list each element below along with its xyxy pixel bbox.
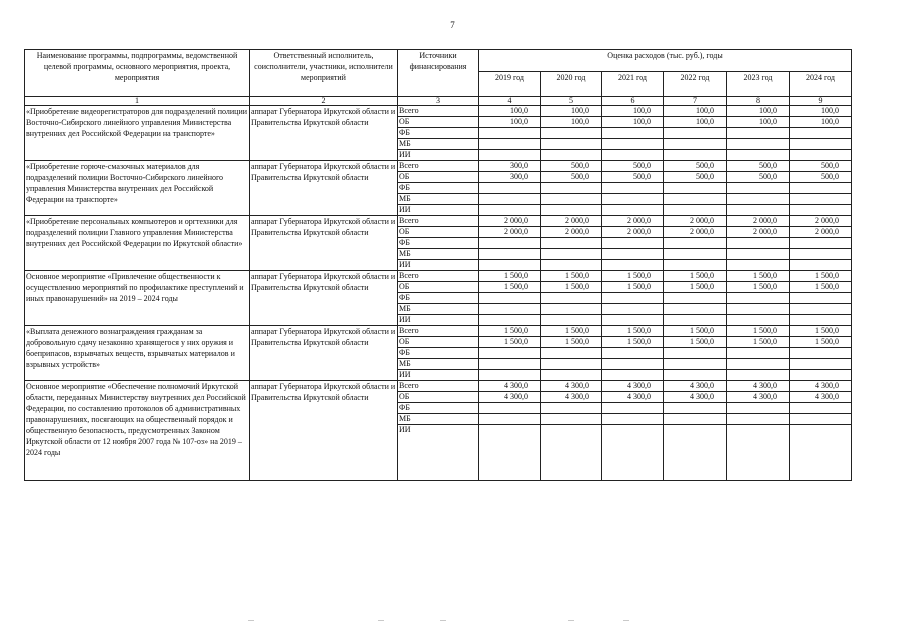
cost-value-cell	[664, 139, 727, 150]
cost-value-cell	[664, 403, 727, 414]
cost-value-cell	[790, 359, 852, 370]
cost-value-cell: 500,0	[790, 161, 852, 172]
cost-value-cell: 4 300,0	[541, 392, 602, 403]
funding-source-cell: ФБ	[398, 348, 479, 359]
cost-value-cell: 2 000,0	[541, 216, 602, 227]
cost-value-cell	[727, 370, 790, 381]
cost-value-cell: 2 000,0	[664, 227, 727, 238]
cost-value-cell	[664, 128, 727, 139]
cost-value-cell: 100,0	[790, 106, 852, 117]
cost-value-cell	[602, 304, 664, 315]
cost-value-cell: 500,0	[790, 172, 852, 183]
cost-value-cell: 2 000,0	[790, 216, 852, 227]
cost-value-cell: 1 500,0	[790, 282, 852, 293]
cost-value-cell	[479, 315, 541, 326]
cost-value-cell: 1 500,0	[541, 282, 602, 293]
program-name-cell: «Приобретение видеорегистраторов для подразделений полиции Восточно-Сибирского линейного управления Министерства внутренних дел Российской Федерации на транспорте»	[25, 106, 250, 161]
cost-value-cell	[664, 359, 727, 370]
cost-value-cell	[790, 139, 852, 150]
cost-value-cell	[602, 403, 664, 414]
cost-value-cell: 1 500,0	[541, 271, 602, 282]
cost-value-cell	[602, 139, 664, 150]
cost-value-cell	[790, 370, 852, 381]
funding-source-cell: ФБ	[398, 238, 479, 249]
cost-value-cell	[664, 304, 727, 315]
cost-value-cell	[479, 359, 541, 370]
cost-value-cell	[479, 238, 541, 249]
cost-value-cell	[479, 304, 541, 315]
scan-mark	[568, 620, 574, 621]
cost-value-cell: 300,0	[479, 161, 541, 172]
column-number: 6	[602, 97, 664, 106]
funding-source-cell: МБ	[398, 249, 479, 260]
scan-mark	[440, 620, 446, 621]
funding-source-cell: Всего	[398, 271, 479, 282]
cost-value-cell: 1 500,0	[602, 337, 664, 348]
cost-value-cell	[541, 150, 602, 161]
cost-value-cell	[790, 183, 852, 194]
executor-cell: аппарат Губернатора Иркутской области и Правительства Иркутской области	[250, 271, 398, 326]
cost-value-cell	[664, 150, 727, 161]
funding-source-cell: ФБ	[398, 183, 479, 194]
table-row	[25, 106, 852, 117]
funding-source-cell: МБ	[398, 304, 479, 315]
cost-value-cell: 100,0	[664, 117, 727, 128]
cost-value-cell: 4 300,0	[664, 392, 727, 403]
funding-source-cell: ИИ	[398, 425, 479, 481]
cost-value-cell	[664, 238, 727, 249]
cost-value-cell	[727, 293, 790, 304]
cost-value-cell	[727, 205, 790, 216]
program-name-cell: Основное мероприятие «Обеспечение полномочий Иркутской области, переданных Министерству внутренних дел Российской Федерации, по составлению протоколов об административных правонарушениях, посягающих на общественный порядок и общественную безопасность, предусмотренных Законом Иркутской области от 12 ноября 2007 года № 107-оз» на 2019 – 2024 годы	[25, 381, 250, 481]
cost-value-cell: 2 000,0	[664, 216, 727, 227]
executor-cell: аппарат Губернатора Иркутской области и Правительства Иркутской области	[250, 381, 398, 481]
cost-value-cell: 500,0	[541, 161, 602, 172]
cost-value-cell: 1 500,0	[602, 326, 664, 337]
funding-source-cell: ОБ	[398, 172, 479, 183]
cost-value-cell	[727, 359, 790, 370]
cost-value-cell: 1 500,0	[790, 337, 852, 348]
cost-value-cell	[790, 249, 852, 260]
cost-value-cell: 2 000,0	[602, 227, 664, 238]
cost-value-cell: 100,0	[727, 117, 790, 128]
cost-value-cell: 500,0	[664, 172, 727, 183]
header-executor: Ответственный исполнитель, соисполнители, участники, исполнители мероприятий	[250, 50, 398, 97]
cost-value-cell	[479, 249, 541, 260]
cost-value-cell: 100,0	[790, 117, 852, 128]
funding-source-cell: Всего	[398, 216, 479, 227]
header-year: 2020 год	[541, 72, 602, 97]
cost-value-cell	[790, 414, 852, 425]
cost-value-cell: 4 300,0	[727, 392, 790, 403]
cost-value-cell: 2 000,0	[727, 227, 790, 238]
cost-value-cell: 1 500,0	[727, 282, 790, 293]
cost-value-cell: 1 500,0	[479, 282, 541, 293]
cost-value-cell: 1 500,0	[664, 326, 727, 337]
cost-value-cell	[602, 194, 664, 205]
cost-value-cell: 4 300,0	[479, 392, 541, 403]
cost-value-cell	[541, 414, 602, 425]
funding-source-cell: Всего	[398, 326, 479, 337]
cost-value-cell	[664, 315, 727, 326]
cost-value-cell: 1 500,0	[727, 326, 790, 337]
budget-table	[24, 49, 852, 481]
cost-value-cell: 500,0	[727, 161, 790, 172]
table-header	[25, 50, 852, 106]
column-number: 2	[250, 97, 398, 106]
cost-value-cell: 4 300,0	[479, 381, 541, 392]
cost-value-cell	[479, 183, 541, 194]
cost-value-cell	[541, 304, 602, 315]
cost-value-cell	[727, 403, 790, 414]
cost-value-cell	[541, 359, 602, 370]
funding-source-cell: ФБ	[398, 403, 479, 414]
header-column-numbers-row	[25, 97, 852, 106]
funding-source-cell: ФБ	[398, 128, 479, 139]
header-year: 2019 год	[479, 72, 541, 97]
cost-value-cell	[602, 150, 664, 161]
table-body	[25, 106, 852, 481]
cost-value-cell: 1 500,0	[479, 271, 541, 282]
cost-value-cell	[664, 260, 727, 271]
scan-mark	[248, 620, 254, 621]
cost-value-cell	[479, 370, 541, 381]
cost-value-cell: 1 500,0	[664, 271, 727, 282]
cost-value-cell: 2 000,0	[602, 216, 664, 227]
page-number: 7	[450, 20, 455, 30]
funding-source-cell: ИИ	[398, 315, 479, 326]
funding-source-cell: МБ	[398, 194, 479, 205]
funding-source-cell: ОБ	[398, 117, 479, 128]
funding-source-cell: ФБ	[398, 293, 479, 304]
cost-value-cell: 4 300,0	[727, 381, 790, 392]
header-funding-source: Источники финансирования	[398, 50, 479, 97]
header-year: 2024 год	[790, 72, 852, 97]
cost-value-cell	[664, 249, 727, 260]
cost-value-cell	[541, 425, 602, 481]
header-cost-estimate: Оценка расходов (тыс. руб.), годы	[479, 50, 852, 72]
cost-value-cell: 500,0	[602, 172, 664, 183]
cost-value-cell: 300,0	[479, 172, 541, 183]
funding-source-cell: МБ	[398, 359, 479, 370]
cost-value-cell	[541, 370, 602, 381]
cost-value-cell	[541, 249, 602, 260]
funding-source-cell: ИИ	[398, 370, 479, 381]
cost-value-cell	[541, 403, 602, 414]
column-number: 5	[541, 97, 602, 106]
cost-value-cell: 1 500,0	[602, 271, 664, 282]
cost-value-cell	[790, 403, 852, 414]
cost-value-cell	[602, 260, 664, 271]
cost-value-cell: 2 000,0	[479, 227, 541, 238]
cost-value-cell	[664, 183, 727, 194]
cost-value-cell	[727, 238, 790, 249]
cost-value-cell	[727, 183, 790, 194]
cost-value-cell: 1 500,0	[479, 337, 541, 348]
cost-value-cell	[790, 150, 852, 161]
cost-value-cell	[727, 194, 790, 205]
cost-value-cell: 2 000,0	[541, 227, 602, 238]
cost-value-cell: 100,0	[727, 106, 790, 117]
cost-value-cell	[602, 238, 664, 249]
cost-value-cell	[602, 370, 664, 381]
cost-value-cell	[790, 128, 852, 139]
funding-source-cell: Всего	[398, 381, 479, 392]
cost-value-cell	[664, 205, 727, 216]
cost-value-cell	[541, 348, 602, 359]
funding-source-cell: ИИ	[398, 205, 479, 216]
cost-value-cell: 1 500,0	[541, 337, 602, 348]
executor-cell: аппарат Губернатора Иркутской области и Правительства Иркутской области	[250, 161, 398, 216]
executor-cell: аппарат Губернатора Иркутской области и Правительства Иркутской области	[250, 216, 398, 271]
cost-value-cell	[541, 183, 602, 194]
table-row	[25, 271, 852, 282]
cost-value-cell	[479, 260, 541, 271]
header-year: 2023 год	[727, 72, 790, 97]
cost-value-cell	[727, 304, 790, 315]
cost-value-cell: 4 300,0	[602, 392, 664, 403]
scan-mark	[378, 620, 384, 621]
cost-value-cell: 1 500,0	[664, 337, 727, 348]
cost-value-cell	[727, 414, 790, 425]
cost-value-cell	[541, 205, 602, 216]
executor-cell: аппарат Губернатора Иркутской области и Правительства Иркутской области	[250, 106, 398, 161]
cost-value-cell: 1 500,0	[790, 271, 852, 282]
funding-source-cell: ОБ	[398, 282, 479, 293]
funding-source-cell: Всего	[398, 161, 479, 172]
executor-cell: аппарат Губернатора Иркутской области и Правительства Иркутской области	[250, 326, 398, 381]
cost-value-cell	[541, 128, 602, 139]
cost-value-cell: 100,0	[479, 117, 541, 128]
funding-source-cell: Всего	[398, 106, 479, 117]
cost-value-cell	[602, 348, 664, 359]
cost-value-cell	[727, 139, 790, 150]
cost-value-cell: 500,0	[541, 172, 602, 183]
cost-value-cell: 100,0	[664, 106, 727, 117]
cost-value-cell	[479, 414, 541, 425]
scan-mark	[623, 620, 629, 621]
cost-value-cell: 1 500,0	[790, 326, 852, 337]
cost-value-cell	[790, 315, 852, 326]
cost-value-cell: 4 300,0	[790, 392, 852, 403]
cost-value-cell	[602, 425, 664, 481]
cost-value-cell: 100,0	[479, 106, 541, 117]
cost-value-cell	[790, 304, 852, 315]
cost-value-cell: 500,0	[664, 161, 727, 172]
cost-value-cell	[727, 260, 790, 271]
header-year: 2022 год	[664, 72, 727, 97]
table-row	[25, 216, 852, 227]
cost-value-cell	[479, 205, 541, 216]
cost-value-cell	[664, 425, 727, 481]
cost-value-cell: 500,0	[602, 161, 664, 172]
cost-value-cell: 2 000,0	[790, 227, 852, 238]
cost-value-cell	[790, 238, 852, 249]
cost-value-cell: 4 300,0	[664, 381, 727, 392]
funding-source-cell: ОБ	[398, 227, 479, 238]
cost-value-cell	[727, 348, 790, 359]
cost-value-cell	[727, 315, 790, 326]
cost-value-cell	[602, 205, 664, 216]
cost-value-cell: 100,0	[541, 117, 602, 128]
cost-value-cell	[790, 260, 852, 271]
cost-value-cell	[790, 194, 852, 205]
cost-value-cell	[727, 249, 790, 260]
funding-source-cell: ИИ	[398, 260, 479, 271]
cost-value-cell	[664, 194, 727, 205]
cost-value-cell	[790, 348, 852, 359]
cost-value-cell	[541, 238, 602, 249]
cost-value-cell	[479, 128, 541, 139]
table-row	[25, 326, 852, 337]
cost-value-cell	[664, 348, 727, 359]
cost-value-cell	[664, 414, 727, 425]
cost-value-cell	[479, 139, 541, 150]
cost-value-cell: 4 300,0	[541, 381, 602, 392]
cost-value-cell	[790, 425, 852, 481]
cost-value-cell	[479, 293, 541, 304]
cost-value-cell: 100,0	[602, 117, 664, 128]
cost-value-cell: 500,0	[727, 172, 790, 183]
cost-value-cell	[602, 183, 664, 194]
cost-value-cell	[479, 194, 541, 205]
column-number: 8	[727, 97, 790, 106]
cost-value-cell	[790, 293, 852, 304]
funding-source-cell: МБ	[398, 139, 479, 150]
cost-value-cell	[727, 425, 790, 481]
cost-value-cell	[602, 249, 664, 260]
cost-value-cell	[664, 370, 727, 381]
cost-value-cell	[479, 403, 541, 414]
funding-source-cell: ИИ	[398, 150, 479, 161]
cost-value-cell	[541, 139, 602, 150]
cost-value-cell	[541, 260, 602, 271]
cost-value-cell: 4 300,0	[790, 381, 852, 392]
cost-value-cell	[541, 293, 602, 304]
cost-value-cell	[479, 348, 541, 359]
program-name-cell: «Приобретение горюче-смазочных материалов для подразделений полиции Восточно-Сибирского линейного управления Министерства внутренних дел Российской Федерации на транспорте»	[25, 161, 250, 216]
cost-value-cell	[602, 315, 664, 326]
program-name-cell: «Выплата денежного вознаграждения гражданам за добровольную сдачу незаконно хранящегося у них оружия и боеприпасов, взрывчатых веществ, взрывчатых материалов и взрывных устройств»	[25, 326, 250, 381]
cost-value-cell: 2 000,0	[727, 216, 790, 227]
cost-value-cell: 2 000,0	[479, 216, 541, 227]
column-number: 3	[398, 97, 479, 106]
cost-value-cell	[541, 315, 602, 326]
program-name-cell: «Приобретение персональных компьютеров и оргтехники для подразделений полиции Главного управления Министерства внутренних дел Российской Федерации по Иркутской области»	[25, 216, 250, 271]
cost-value-cell	[602, 128, 664, 139]
cost-value-cell	[479, 150, 541, 161]
column-number: 7	[664, 97, 727, 106]
header-year: 2021 год	[602, 72, 664, 97]
column-number: 9	[790, 97, 852, 106]
cost-value-cell	[727, 150, 790, 161]
funding-source-cell: МБ	[398, 414, 479, 425]
cost-value-cell: 4 300,0	[602, 381, 664, 392]
funding-source-cell: ОБ	[398, 392, 479, 403]
cost-value-cell: 1 500,0	[479, 326, 541, 337]
header-program-name: Наименование программы, подпрограммы, ведомственной целевой программы, основного мероприятия, проекта, мероприятия	[25, 50, 250, 97]
cost-value-cell: 100,0	[602, 106, 664, 117]
column-number: 4	[479, 97, 541, 106]
cost-value-cell	[727, 128, 790, 139]
cost-value-cell: 1 500,0	[664, 282, 727, 293]
cost-value-cell: 1 500,0	[602, 282, 664, 293]
column-number: 1	[25, 97, 250, 106]
cost-value-cell	[602, 293, 664, 304]
cost-value-cell: 1 500,0	[727, 337, 790, 348]
cost-value-cell	[479, 425, 541, 481]
cost-value-cell	[790, 205, 852, 216]
cost-value-cell: 1 500,0	[727, 271, 790, 282]
cost-value-cell: 1 500,0	[541, 326, 602, 337]
cost-value-cell: 100,0	[541, 106, 602, 117]
program-name-cell: Основное мероприятие «Привлечение общественности к осуществлению мероприятий по профилактике преступлений и иных правонарушений» на 2019 – 2024 годы	[25, 271, 250, 326]
funding-source-cell: ОБ	[398, 337, 479, 348]
table-row	[25, 161, 852, 172]
cost-value-cell	[541, 194, 602, 205]
table-row	[25, 381, 852, 392]
cost-value-cell	[602, 359, 664, 370]
cost-value-cell	[602, 414, 664, 425]
cost-value-cell	[664, 293, 727, 304]
